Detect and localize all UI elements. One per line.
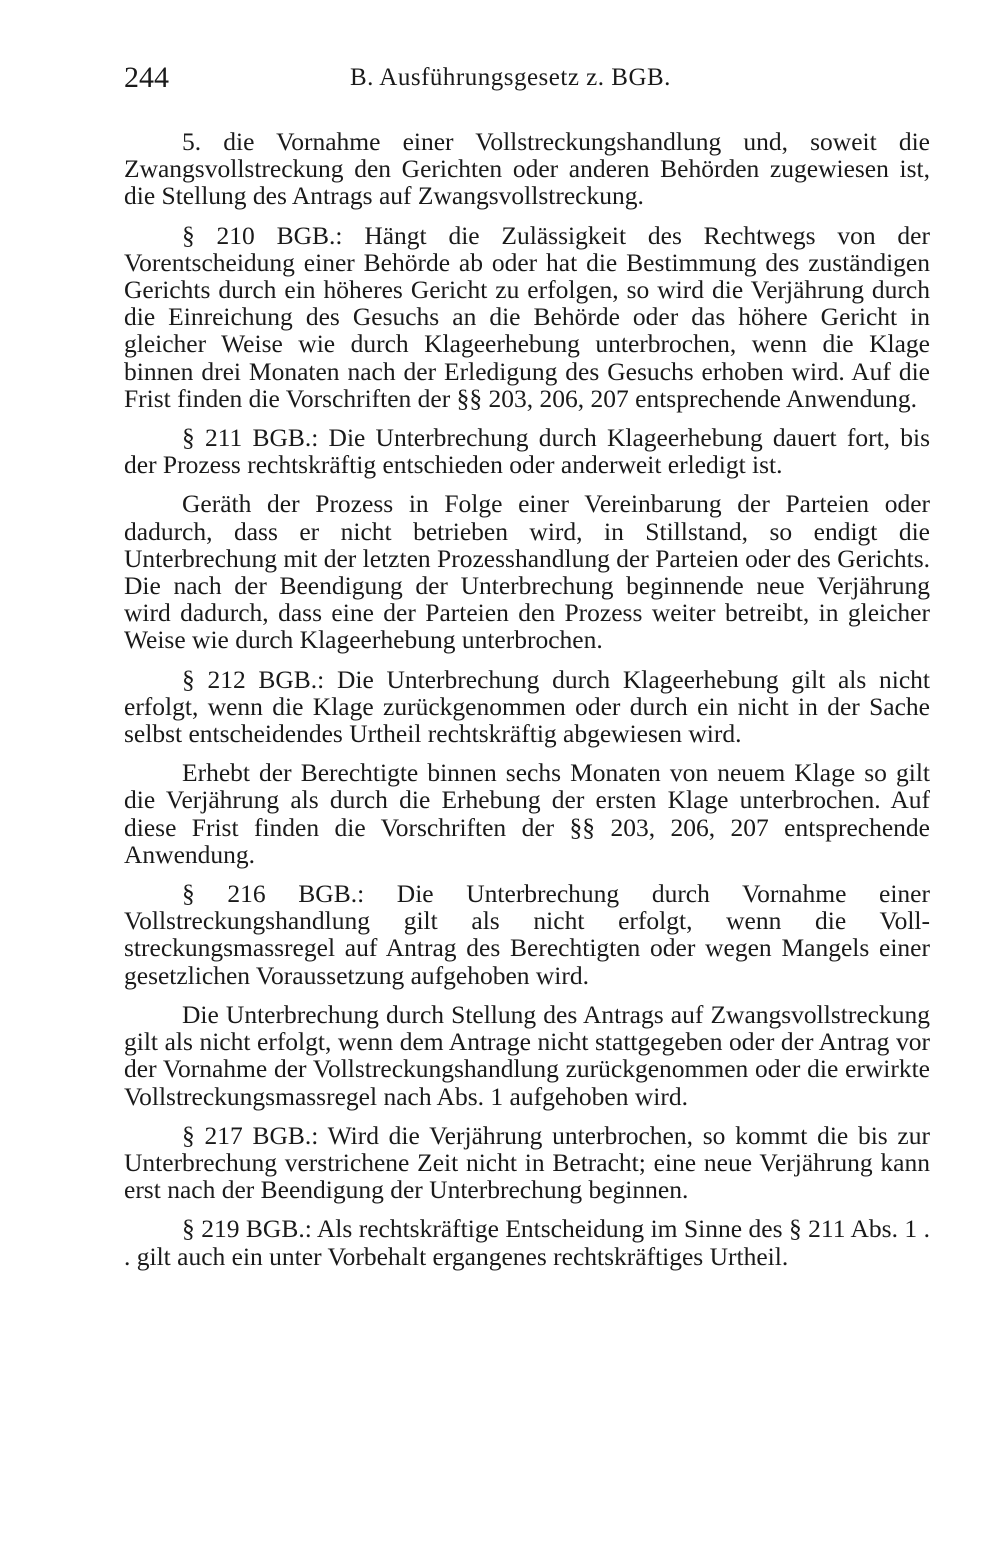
paragraph-212: § 212 BGB.: Die Unterbrechung durch Klageerhebung gilt als nicht erfolgt, wenn die Klage zurückgenommen oder durch ein nicht in der Sache selbst entscheidendes Urtheil rechtskräftig abgewiesen wird. xyxy=(124,664,930,749)
paragraph-210: § 210 BGB.: Hängt die Zulässigkeit des Rechtwegs von der Vorentscheidung einer Behörde ab oder hat die Bestimmung des zuständigen Gerichts durch ein höheres Gericht zu erfolgen, so wird die Verjährung durch die Einreichung des Gesuchs an die Behörde oder das höhere Gericht in gleicher Weise wie durch Klageerhebung unterbrochen, wenn die Klage binnen drei Monaten nach der Erledigung des Gesuchs erhoben wird. Auf die Frist finden die Vorschriften der §§ 203, 206, 207 entsprechende Anwendung. xyxy=(124,220,930,413)
paragraph-219: § 219 BGB.: Als rechtskräftige Entscheidung im Sinne des § 211 Abs. 1 . . gilt auch ein unter Vorbehalt ergangenes rechtskräftiges Urtheil. xyxy=(124,1214,930,1271)
paragraph-211-continued: Geräth der Prozess in Folge einer Vereinbarung der Parteien oder dadurch, dass er nicht betrieben wird, in Stillstand, so endigt die Unterbrechung mit der letzten Prozesshandlung der Parteien oder des Gerichts. Die nach der Beendigung der Unterbrechung beginnende neue Verjährung wird dadurch, dass eine der Parteien den Prozess weiter betreibt, in gleicher Weise wie durch Klageerhebung unterbrochen. xyxy=(124,489,930,655)
body-text xyxy=(124,128,930,1270)
page-number: 244 xyxy=(124,61,169,94)
paragraph-212-continued: Erhebt der Berechtigte binnen sechs Monaten von neuem Klage so gilt die Verjährung als durch die Erhebung der ersten Klage unterbrochen. Auf diese Frist finden die Vorschriften der §§ 203, 206, 207 entsprechende Anwendung. xyxy=(124,758,930,869)
page-header xyxy=(124,58,930,102)
list-item-5: 5. die Vornahme einer Vollstreckungshandlung und, soweit die Zwangsvollstreckung den Gerichten oder anderen Behörden zugewiesen ist, die Stellung des Antrags auf Zwangsvollstreckung. xyxy=(124,127,930,211)
document-page xyxy=(124,58,930,1282)
paragraph-216-continued: Die Unterbrechung durch Stellung des Antrags auf Zwangsvollstreckung gilt als nicht erfolgt, wenn dem Antrage nicht stattgegeben oder der Antrag vor der Vornahme der Vollstreckungshandlung zurückgenommen oder die erwirkte Vollstreckungsmassregel nach Abs. 1 aufgehoben wird. xyxy=(124,999,930,1111)
paragraph-211: § 211 BGB.: Die Unterbrechung durch Klageerhebung dauert fort, bis der Prozess rechtskräftig entschieden oder anderweit erledigt ist. xyxy=(124,423,930,480)
paragraph-216: § 216 BGB.: Die Unterbrechung durch Vornahme einer Vollstreckungshandlung gilt als nicht erfolgt, wenn die Vollstreckungsmassregel auf Antrag des Berechtigten oder wegen Mangels einer gesetzlichen Voraussetzung aufgehoben wird. xyxy=(124,879,930,990)
paragraph-217: § 217 BGB.: Wird die Verjährung unterbrochen, so kommt die bis zur Unterbrechung verstrichene Zeit nicht in Betracht; eine neue Verjährung kann erst nach der Beendigung der Unterbrechung beginnen. xyxy=(124,1120,930,1205)
running-title: B. Ausführungsgesetz z. BGB. xyxy=(350,64,671,91)
